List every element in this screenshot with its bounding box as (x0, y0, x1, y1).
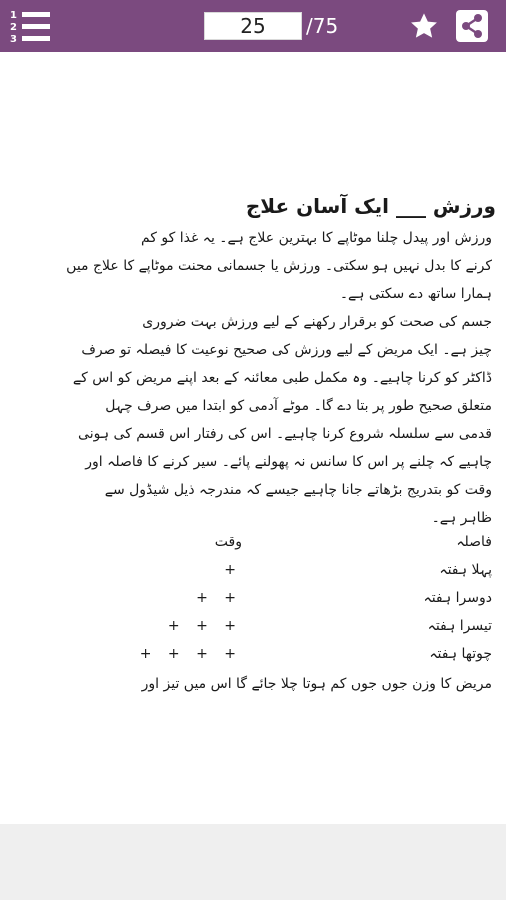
table-cell-week: تیسرا ہفتہ (427, 618, 492, 634)
svg-text:1: 1 (10, 10, 17, 21)
table-header-distance: فاصلہ (456, 534, 492, 550)
paragraph-line: وقت کو بتدریج بڑھاتے جانا چاہیے جیسے کہ مندرجہ ذیل شیڈول سے (104, 482, 492, 498)
paragraph-line: چیز ہے۔ ایک مریض کے لیے ورزش کی صحیح نوعیت کا فیصلہ تو صرف (81, 342, 492, 358)
table-cell-week: پہلا ہفتہ (439, 562, 492, 578)
table-row (12, 646, 492, 670)
top-toolbar (0, 0, 506, 52)
paragraph-line: ڈاکٹر کو کرنا چاہیے۔ وہ مکمل طبی معائنہ کے بعد اپنے مریض کو اس کے (72, 370, 492, 386)
page-total-label: /75 (306, 14, 339, 38)
article-title: ورزش ___ ایک آسان علاج (245, 194, 496, 218)
table-header-time: وقت (214, 534, 242, 550)
paragraph-line: مریض کا وزن جوں جوں کم ہوتا چلا جائے گا اس میں تیز اور (141, 676, 492, 692)
table-cell-week: دوسرا ہفتہ (423, 590, 492, 606)
svg-text:3: 3 (10, 34, 17, 45)
table-cell-week: چوتھا ہفتہ (429, 646, 492, 662)
paragraph-line: کرنے کا بدل نہیں ہو سکتی۔ ورزش یا جسمانی محنت موٹاپے کا علاج میں (66, 258, 492, 274)
share-icon[interactable] (456, 10, 488, 42)
page-viewer[interactable] (0, 52, 506, 824)
paragraph-line: ہمارا ساتھ دے سکتی ہے۔ (339, 286, 492, 302)
svg-text:2: 2 (10, 22, 17, 33)
paragraph-line: ظاہر ہے۔ (431, 510, 492, 526)
table-cell-mark: + + + + (139, 646, 242, 662)
paragraph-line: قدمی سے سلسلہ شروع کرنا چاہیے۔ اس کی رفتار اس قسم کی ہونی (78, 426, 492, 442)
scanned-page (0, 180, 506, 760)
table-cell-mark: + (224, 562, 242, 578)
paragraph-line: چاہیے کہ چلنے پر اس کا سانس نہ پھولنے پائے۔ سیر کرنے کا فاصلہ اور (85, 454, 492, 470)
page-number-input[interactable]: 25 (204, 12, 302, 40)
table-row (12, 562, 492, 586)
table-cell-mark: + + + (167, 618, 242, 634)
bottom-ad-area (0, 824, 506, 900)
table-cell-mark: + + (196, 590, 242, 606)
table-header-row (12, 534, 492, 558)
star-icon[interactable] (408, 10, 440, 42)
table-row (12, 618, 492, 642)
table-row (12, 590, 492, 614)
paragraph-line: جسم کی صحت کو برقرار رکھنے کے لیے ورزش بہت ضروری (142, 314, 492, 330)
paragraph-line: ورزش اور پیدل چلنا موٹاپے کا بہترین علاج ہے۔ یہ غذا کو کم (140, 230, 492, 246)
numbered-list-icon[interactable] (8, 8, 56, 46)
paragraph-line: متعلق صحیح طور پر بتا دے گا۔ موٹے آدمی کو ابتدا میں صرف چہل (105, 398, 492, 414)
